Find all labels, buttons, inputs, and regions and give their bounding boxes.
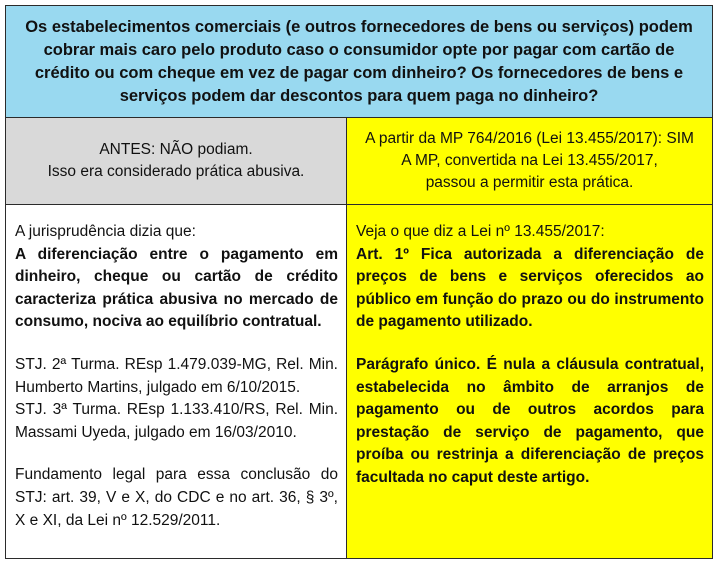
detail-row	[6, 205, 712, 558]
jurisprudence-case-1: STJ. 2ª Turma. REsp 1.479.039-MG, Rel. Min. Humberto Martins, julgado em 6/10/2015.	[15, 355, 338, 396]
law-intro: Veja o que diz a Lei nº 13.455/2017:	[356, 223, 605, 240]
jurisprudence-intro: A jurisprudência dizia que:	[15, 223, 196, 240]
question-header	[6, 6, 712, 118]
law-cell	[347, 205, 712, 558]
jurisprudence-cell	[6, 205, 347, 558]
after-line-1: A partir da MP 764/2016 (Lei 13.455/2017): SIM	[365, 130, 694, 147]
jurisprudence-thesis: A diferenciação entre o pagamento em dinheiro, cheque ou cartão de crédito caracteriza prática abusiva no mercado de consumo, nociva ao equilíbrio contratual.	[15, 245, 338, 331]
after-cell	[347, 118, 712, 204]
before-line-1: ANTES: NÃO podiam.	[99, 141, 253, 158]
law-sole-paragraph: Parágrafo único. É nula a cláusula contratual, estabelecida no âmbito de arranjos de pagamento ou de outros acordos para prestação de serviço de pagamento, que proíba ou restrinja a diferenciação de preços facultada no caput deste artigo.	[356, 355, 704, 486]
comparison-row	[6, 118, 712, 205]
before-cell	[6, 118, 347, 204]
comparison-table	[5, 5, 713, 559]
jurisprudence-case-2: STJ. 3ª Turma. REsp 1.133.410/RS, Rel. Min. Massami Uyeda, julgado em 16/03/2010.	[15, 401, 338, 441]
question-text: Os estabelecimentos comerciais (e outros fornecedores de bens ou serviços) podem cobrar mais caro pelo produto caso o consumidor opte por pagar com cartão de crédito ou com cheque em vez de pagar com dinheiro? Os fornecedores de bens e serviços podem dar descontos para quem paga no dinheiro?	[25, 17, 693, 105]
legal-basis: Fundamento legal para essa conclusão do STJ: art. 39, V e X, do CDC e no art. 36, § 3º, X e XI, da Lei nº 12.529/2011.	[15, 466, 338, 529]
before-line-2: Isso era considerado prática abusiva.	[47, 163, 305, 180]
law-article-1: Art. 1º Fica autorizada a diferenciação de preços de bens e serviços oferecidos ao público em função do prazo ou do instrumento de pagamento utilizado.	[356, 245, 704, 331]
after-line-2: A MP, convertida na Lei 13.455/2017,	[401, 152, 658, 169]
after-line-3: passou a permitir esta prática.	[425, 174, 634, 191]
